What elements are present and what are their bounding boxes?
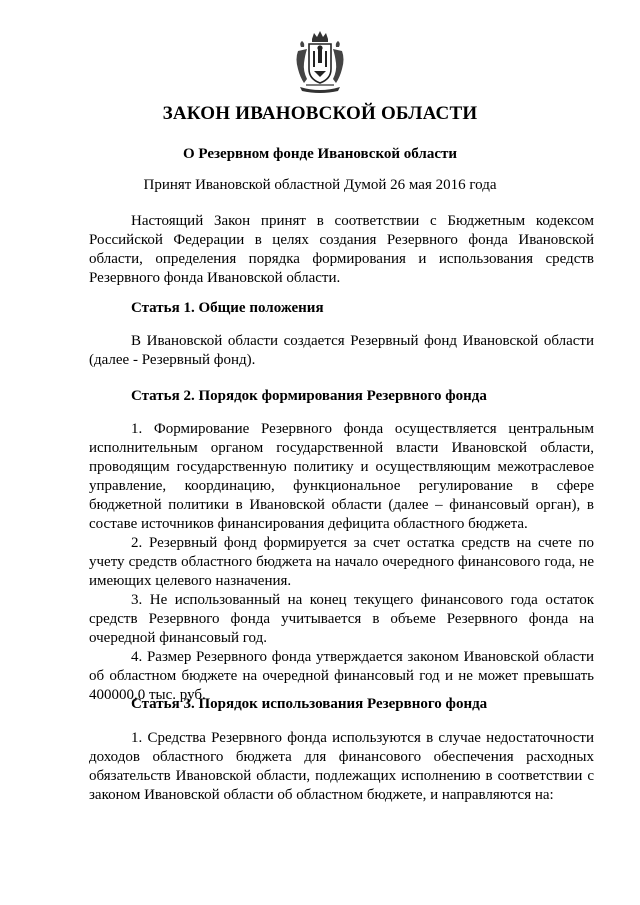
law-title: ЗАКОН ИВАНОВСКОЙ ОБЛАСТИ — [162, 103, 478, 124]
preamble-text: Настоящий Закон принят в соответствии с Бюджетным кодексом Российской Федерации в целях создания Резервного фонда Ивановской области, определения порядка формирования и использования средств Резервного фонда Ивановской области. — [89, 213, 594, 286]
article-2-body — [89, 420, 594, 705]
article-paragraph: 1. Средства Резервного фонда используются в случае недостаточности доходов областного бюджета для финансового обеспечения расходных обязательств Ивановской области, подлежащих исполнению в соответствии с законом Ивановской области об областном бюджете, и направляются на: — [89, 730, 594, 803]
article-paragraph: 1. Формирование Резервного фонда осуществляется центральным исполнительным органом государственной власти Ивановской области, проводящим государственную политику и осуществляющим межотраслевое управление, координацию, функциональное регулирование в сфере бюджетной политики в Ивановской области (далее – финансовый орган), в составе источников финансирования дефицита областного бюджета. — [89, 421, 594, 532]
article-heading: Статья 3. Порядок использования Резервного фонда — [131, 696, 488, 712]
ivanovo-oblast-coat-of-arms-icon — [292, 29, 348, 93]
article-heading: Статья 2. Порядок формирования Резервного фонда — [131, 388, 487, 404]
article-paragraph: 4. Размер Резервного фонда утверждается законом Ивановской области об областном бюджете на очередной финансовый год и не может превышать 400000,0 тыс. руб. — [89, 649, 594, 703]
article-heading: Статья 1. Общие положения — [131, 300, 324, 316]
article-2-heading-block — [89, 387, 594, 406]
article-3-heading-block — [89, 695, 594, 714]
preamble — [89, 212, 594, 288]
article-paragraph: 2. Резервный фонд формируется за счет остатка средств на счете по учету средств областного бюджета на начало очередного финансового года, не имеющих целевого назначения. — [89, 535, 594, 589]
article-3-body — [89, 729, 594, 805]
adoption-line: Принят Ивановской областной Думой 26 мая 2016 года — [143, 177, 497, 193]
law-subtitle: О Резервном фонде Ивановской области — [182, 146, 458, 162]
article-1-heading-block — [89, 299, 594, 318]
article-paragraph: В Ивановской области создается Резервный фонд Ивановской области (далее - Резервный фонд). — [89, 333, 594, 368]
article-paragraph: 3. Не использованный на конец текущего финансового года остаток средств Резервного фонда учитывается в объеме Резервного фонда на очередной финансовый год. — [89, 592, 594, 646]
article-1-body — [89, 332, 594, 370]
